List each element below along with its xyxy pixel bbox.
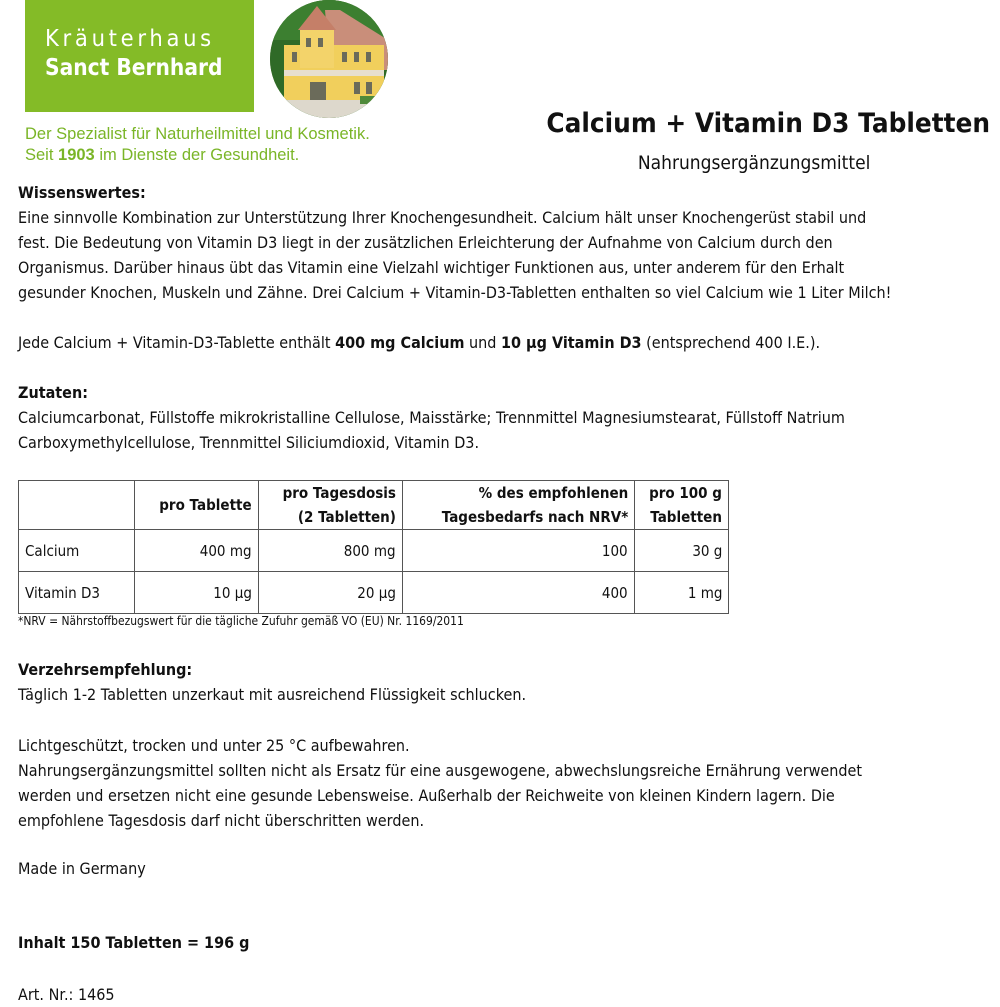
storage-text: Lichtgeschützt, trocken und unter 25 °C aufbewahren. xyxy=(18,736,410,755)
zutaten-section xyxy=(18,380,993,455)
header-nrv-percent: % des empfohlenen Tagesbedarfs nach NRV* xyxy=(403,481,635,530)
table-row xyxy=(19,530,729,572)
content-amount: Inhalt 150 Tabletten = 196 g xyxy=(18,933,250,952)
zutaten-heading: Zutaten: xyxy=(18,383,88,402)
cell-nrv-percent: 400 xyxy=(403,572,635,614)
product-subtitle: Nahrungsergänzungsmittel xyxy=(637,152,870,174)
logo-line-1: Kräuterhaus xyxy=(45,26,215,52)
founding-year: 1903 xyxy=(58,146,95,164)
content-statement: Jede Calcium + Vitamin-D3-Tablette enthält 400 mg Calcium und 10 µg Vitamin D3 (entsprechend 400 I.E.). xyxy=(18,333,821,352)
cell-pro-tagesdosis: 20 µg xyxy=(259,572,403,614)
zutaten-line: Carboxymethylcellulose, Trennmittel Siliciumdioxid, Vitamin D3. xyxy=(18,433,480,452)
verzehr-text: Täglich 1-2 Tabletten unzerkaut mit ausreichend Flüssigkeit schlucken. xyxy=(18,685,527,704)
brand-tagline xyxy=(25,124,370,166)
cell-pro-tablette: 400 mg xyxy=(135,530,259,572)
header-pro-tablette: pro Tablette xyxy=(135,481,259,530)
verzehr-heading: Verzehrsempfehlung: xyxy=(18,660,193,679)
tagline-line-2: Seit 1903 im Dienste der Gesundheit. xyxy=(25,146,300,164)
hinweis-line: werden und ersetzen nicht eine gesunde Lebensweise. Außerhalb der Reichweite von kleinen Kindern lagern. Die xyxy=(18,786,835,805)
verzehr-section xyxy=(18,657,993,707)
brand-logo xyxy=(25,0,254,112)
hinweis-line: Nahrungsergänzungsmittel sollten nicht als Ersatz für eine ausgewogene, abwechslungsreiche Ernährung verwendet xyxy=(18,761,863,780)
zutaten-line: Calciumcarbonat, Füllstoffe mikrokristalline Cellulose, Maisstärke; Trennmittel Magnesiumstearat, Füllstoff Natrium xyxy=(18,408,845,427)
tagline-line-1: Der Spezialist für Naturheilmittel und Kosmetik. xyxy=(25,125,370,143)
cell-pro-tagesdosis: 800 mg xyxy=(259,530,403,572)
table-header-row xyxy=(19,481,729,530)
wissenswertes-line: gesunder Knochen, Muskeln und Zähne. Drei Calcium + Vitamin-D3-Tabletten enthalten so viel Calcium wie 1 Liter Milch! xyxy=(18,283,892,302)
calcium-amount: 400 mg Calcium xyxy=(335,333,465,352)
cell-pro-100g: 30 g xyxy=(635,530,729,572)
logo-line-2: Sanct Bernhard xyxy=(45,55,223,81)
wissenswertes-line: Organismus. Darüber hinaus übt das Vitamin eine Vielzahl wichtiger Funktionen aus, unter anderem für den Erhalt xyxy=(18,258,845,277)
table-footnote: *NRV = Nährstoffbezugswert für die tägliche Zufuhr gemäß VO (EU) Nr. 1169/2011 xyxy=(18,613,464,628)
header-empty xyxy=(19,481,135,530)
article-number: Art. Nr.: 1465 xyxy=(18,985,115,1004)
vitamin-d3-amount: 10 µg Vitamin D3 xyxy=(501,333,642,352)
hinweis-line: empfohlene Tagesdosis darf nicht überschritten werden. xyxy=(18,811,425,830)
origin-text: Made in Germany xyxy=(18,859,146,878)
cell-nrv-percent: 100 xyxy=(403,530,635,572)
row-label: Calcium xyxy=(19,530,135,572)
hinweise-section xyxy=(18,733,993,833)
header-pro-tagesdosis: pro Tagesdosis (2 Tabletten) xyxy=(259,481,403,530)
wissenswertes-heading: Wissenswertes: xyxy=(18,183,146,202)
building-photo-icon xyxy=(270,0,388,118)
row-label: Vitamin D3 xyxy=(19,572,135,614)
header-pro-100g: pro 100 g Tabletten xyxy=(635,481,729,530)
cell-pro-tablette: 10 µg xyxy=(135,572,259,614)
nutrition-table xyxy=(18,480,729,614)
product-title: Calcium + Vitamin D3 Tabletten xyxy=(546,108,990,139)
wissenswertes-section xyxy=(18,180,993,305)
wissenswertes-line: fest. Die Bedeutung von Vitamin D3 liegt in der zusätzlichen Erleichterung der Aufnahme von Calcium durch den xyxy=(18,233,833,252)
wissenswertes-line: Eine sinnvolle Kombination zur Unterstützung Ihrer Knochengesundheit. Calcium hält unser Knochengerüst stabil und xyxy=(18,208,867,227)
cell-pro-100g: 1 mg xyxy=(635,572,729,614)
table-row xyxy=(19,572,729,614)
